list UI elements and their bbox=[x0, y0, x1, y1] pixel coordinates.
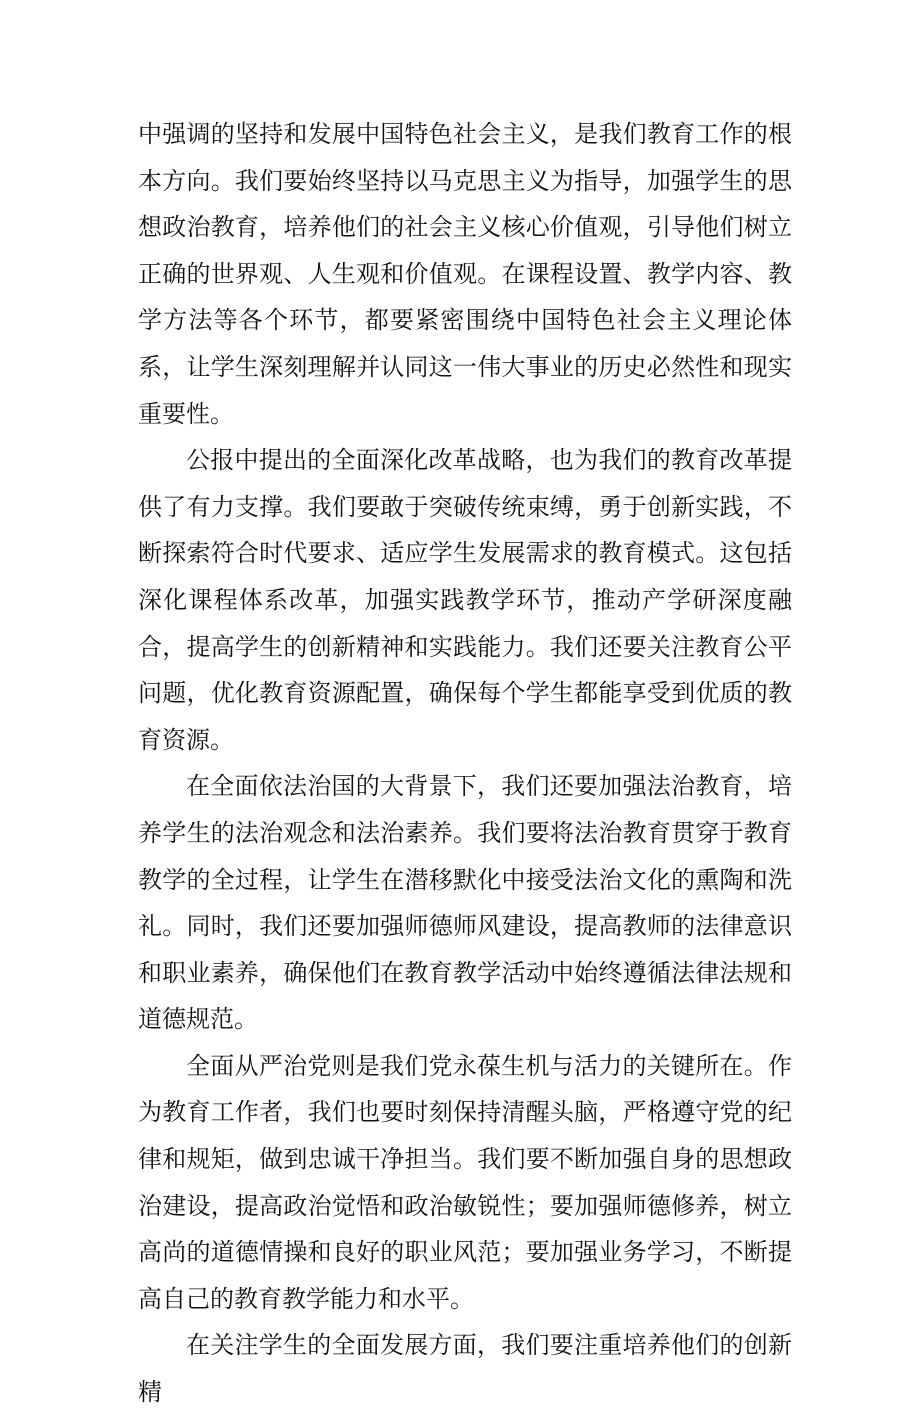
paragraph-2: 公报中提出的全面深化改革战略，也为我们的教育改革提供了有力支撑。我们要敢于突破传统束缚，勇于创新实践，不断探索符合时代要求、适应学生发展需求的教育模式。这包括深化课程体系改革，加强实践教学环节，推动产学研深度融合，提高学生的创新精神和实践能力。我们还要关注教育公平问题，优化教育资源配置，确保每个学生都能享受到优质的教育资源。 bbox=[138, 446, 792, 754]
paragraph-4: 全面从严治党则是我们党永葆生机与活力的关键所在。作为教育工作者，我们也要时刻保持清醒头脑，严格遵守党的纪律和规矩，做到忠诚干净担当。我们要不断加强自身的思想政治建设，提高政治觉悟和政治敏锐性；要加强师德修养，树立高尚的道德情操和良好的职业风范；要加强业务学习，不断提高自己的教育教学能力和水平。 bbox=[138, 1051, 792, 1313]
paragraph-5: 在关注学生的全面发展方面，我们要注重培养他们的创新精 bbox=[138, 1331, 792, 1407]
paragraph-1: 中强调的坚持和发展中国特色社会主义，是我们教育工作的根本方向。我们要始终坚持以马克思主义为指导，加强学生的思想政治教育，培养他们的社会主义核心价值观，引导他们树立正确的世界观、人生观和价值观。在课程设置、教学内容、教学方法等各个环节，都要紧密围绕中国特色社会主义理论体系，让学生深刻理解并认同这一伟大事业的历史必然性和现实重要性。 bbox=[138, 120, 792, 428]
document-body bbox=[138, 111, 792, 1416]
paragraph-3: 在全面依法治国的大背景下，我们还要加强法治教育，培养学生的法治观念和法治素养。我们要将法治教育贯穿于教育教学的全过程，让学生在潜移默化中接受法治文化的熏陶和洗礼。同时，我们还要加强师德师风建设，提高教师的法律意识和职业素养，确保他们在教育教学活动中始终遵循法律法规和道德规范。 bbox=[138, 772, 792, 1034]
